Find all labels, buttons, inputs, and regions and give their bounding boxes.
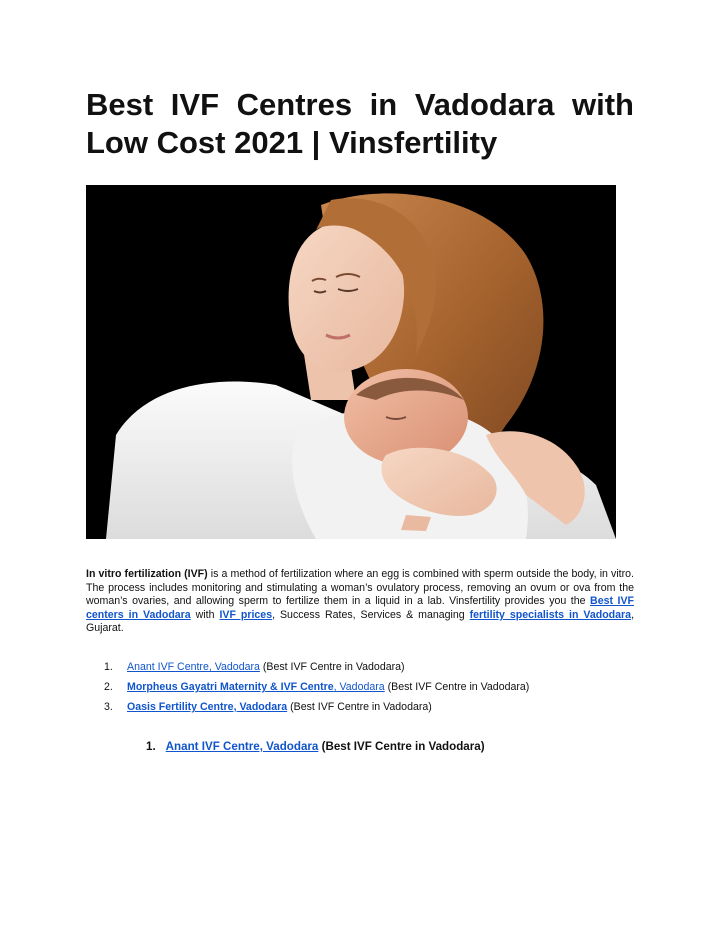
fertility-specialists-link[interactable]: fertility specialists in Vadodara xyxy=(469,608,632,621)
intro-term: In vitro fertilization (IVF) xyxy=(86,568,208,580)
toc-item xyxy=(86,660,634,680)
section-heading-suffix: (Best IVF Centre in Vadodara) xyxy=(318,740,485,753)
intro-text-4: , Gujarat. xyxy=(86,608,635,635)
toc-item-suffix: (Best IVF Centre in Vadodara) xyxy=(384,681,530,693)
toc-item-suffix: (Best IVF Centre in Vadodara) xyxy=(287,701,432,713)
toc-link-morpheus[interactable]: Morpheus Gayatri Maternity & IVF Centre xyxy=(127,681,334,693)
section-heading-anant xyxy=(146,739,485,754)
intro-text-1: is a method of fertilization where an egg is combined with sperm outside the body, in vitro. The process includes monitoring and stimulating a woman’s ovulatory process, removing an ovum or ova from the woman’s ovaries, and allowing sperm to fertilize them in a liquid in a lab. Vinsfertility provides you the xyxy=(86,568,634,608)
table-of-contents xyxy=(86,660,634,720)
toc-link-oasis[interactable]: Oasis Fertility Centre, Vadodara xyxy=(127,701,288,713)
toc-item xyxy=(86,700,634,720)
hero-image xyxy=(86,185,616,539)
toc-item-number: 3. xyxy=(104,701,113,713)
ivf-prices-link[interactable]: IVF prices xyxy=(219,608,273,621)
toc-item-number: 2. xyxy=(104,681,113,693)
section-number: 1. xyxy=(146,740,156,753)
toc-link-morpheus-city[interactable]: , Vadodara xyxy=(333,681,385,693)
best-ivf-centers-link[interactable]: Best IVF centers in Vadodara xyxy=(86,595,634,621)
toc-item-number: 1. xyxy=(104,661,113,673)
intro-paragraph xyxy=(86,568,634,636)
intro-text-3: , Success Rates, Services & managing xyxy=(272,608,470,621)
mother-holding-newborn-photo-icon xyxy=(86,185,616,539)
toc-link-anant[interactable]: Anant IVF Centre, Vadodara xyxy=(127,661,260,673)
page-title: Best IVF Centres in Vadodara with Low Cost 2021 | Vinsfertility xyxy=(86,87,634,160)
section-link-anant[interactable]: Anant IVF Centre, Vadodara xyxy=(165,740,319,753)
intro-text-2: with xyxy=(190,608,220,621)
toc-item-suffix: (Best IVF Centre in Vadodara) xyxy=(259,661,405,673)
toc-item xyxy=(86,680,634,700)
